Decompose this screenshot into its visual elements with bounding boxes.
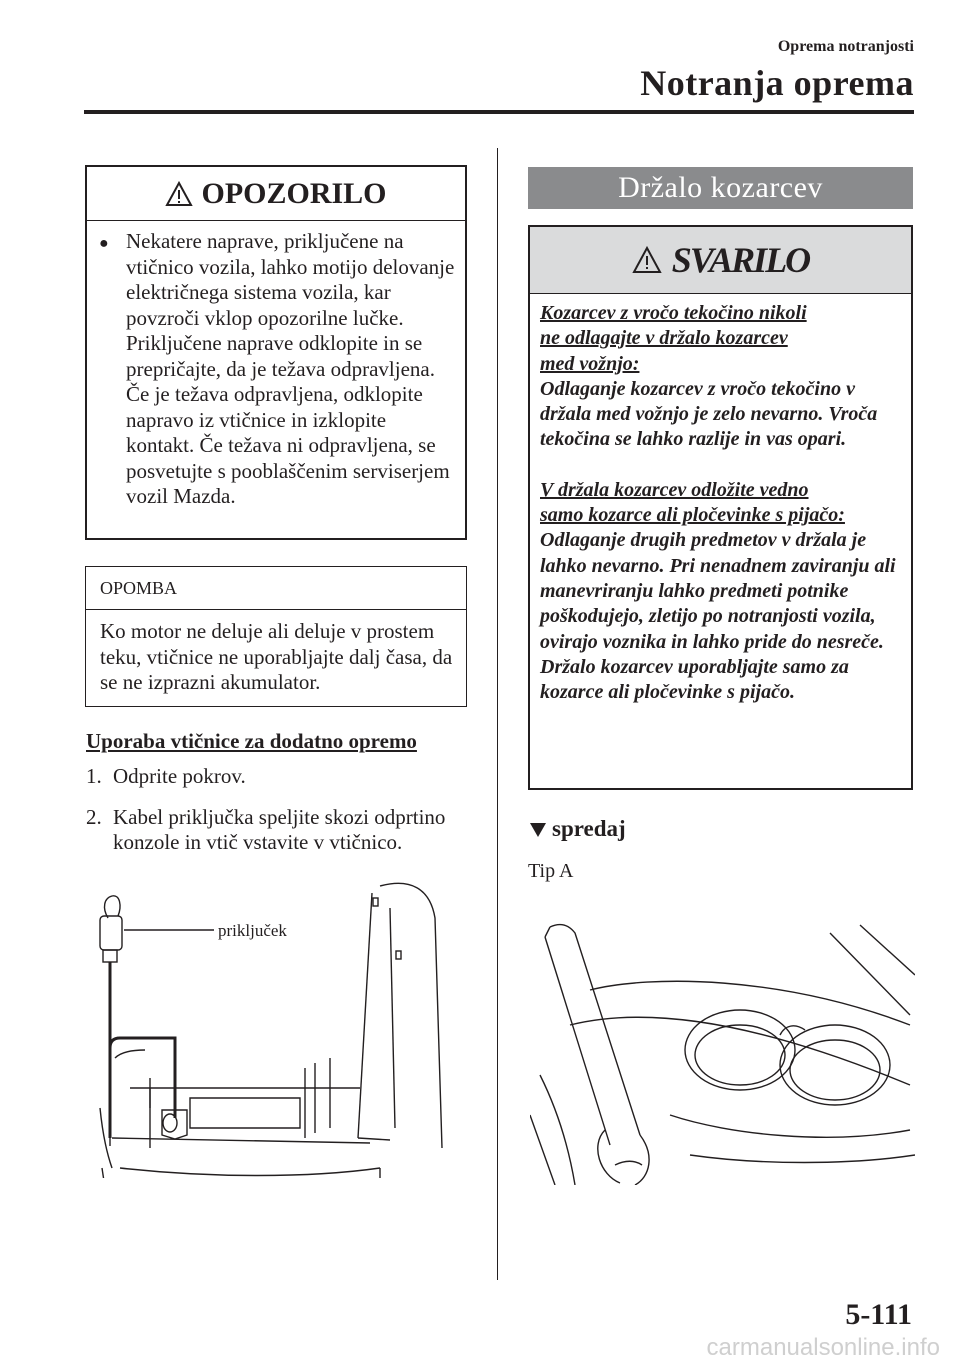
subsection-heading [528,816,626,842]
section-heading: Uporaba vtičnice za dodatno opremo [86,729,417,753]
warning-list [99,229,455,510]
caution-header [530,227,911,294]
caution-title: SVARILO [671,240,810,280]
caution-paragraph: Odlaganje kozarcev z vročo tekočino v držala med vožnjo je zelo nevarno. Vroča tekočina se lahko razlije in vas opari. [540,377,878,451]
caution-paragraph: Odlaganje drugih predmetov v držala je lahko nevarno. Pri nenadnem zaviranju ali manevriranju lahko predmeti potnike poškodujejo, zletijo po notranjosti vozila, ovirajo voznika in lahko pride do nesreče. Držalo kozarcev uporabljajte samo za kozarce ali pločevinke s pijačo. [540,529,896,704]
watermark: carmanualsonline.info [706,1334,940,1361]
caution-text [540,301,902,705]
step-item [86,764,476,789]
warning-title: OPOZORILO [201,176,387,210]
caution-heading-line: ne odlagajte v držalo kozarcev [540,327,788,350]
note-title: OPOMBA [100,578,178,598]
step-text: Odprite pokrov. [113,764,246,788]
caution-heading-line: med vožnjo: [540,352,640,375]
console-socket-illustration [90,878,470,1178]
header-rule [84,110,914,114]
subsection-title: spredaj [552,816,626,841]
column-divider [497,148,498,1280]
bullet-icon: ● [99,235,109,252]
warning-box [85,165,467,540]
step-text: Kabel priključka speljite skozi odprtino konzole in vtič vstavite v vtičnico. [113,805,446,854]
caution-heading-line: Kozarcev z vročo tekočino nikoli [540,302,807,324]
figure-label: priključek [218,921,287,940]
note-header [86,567,466,610]
warning-triangle-icon [165,181,193,207]
warning-text: Nekatere naprave, priključene na vtičnico vozila, lahko motijo delovanje električnega sistema vozila, kar povzroči vklop opozorilne lučke. Priključene naprave odklopite in se prepričajte, da je težava odpravljena. Če je težava odpravljena, odklopite napravo iz vtičnice in izklopite kontakt. Če težava ni odpravljena, se posvetujte s pooblaščenim serviserjem vozil Mazda. [126,229,455,508]
caution-heading-line: samo kozarce ali pločevinke s pijačo: [540,504,845,527]
list-item [99,229,455,510]
spacer [540,453,902,478]
section-subtitle: Oprema notranjosti [777,38,914,55]
warning-triangle-icon [632,246,662,274]
triangle-down-icon [528,820,548,838]
cup-holder-illustration [530,915,915,1185]
caution-heading-line: V držala kozarcev odložite vedno [540,478,809,501]
page-number: 5-111 [845,1298,912,1331]
caution-box [528,225,913,790]
step-item [86,805,484,855]
step-number: 2. [86,805,102,829]
warning-header [87,167,465,221]
step-number: 1. [86,764,102,788]
banner-title: Držalo kozarcev [618,171,823,204]
page-title: Notranja oprema [640,63,914,103]
section-banner [528,167,913,209]
note-box [85,566,467,707]
type-label: Tip A [528,860,574,882]
note-text: Ko motor ne deluje ali deluje v prostem teku, vtičnice ne uporabljajte dalj časa, da se ne izprazni akumulator. [100,619,453,694]
